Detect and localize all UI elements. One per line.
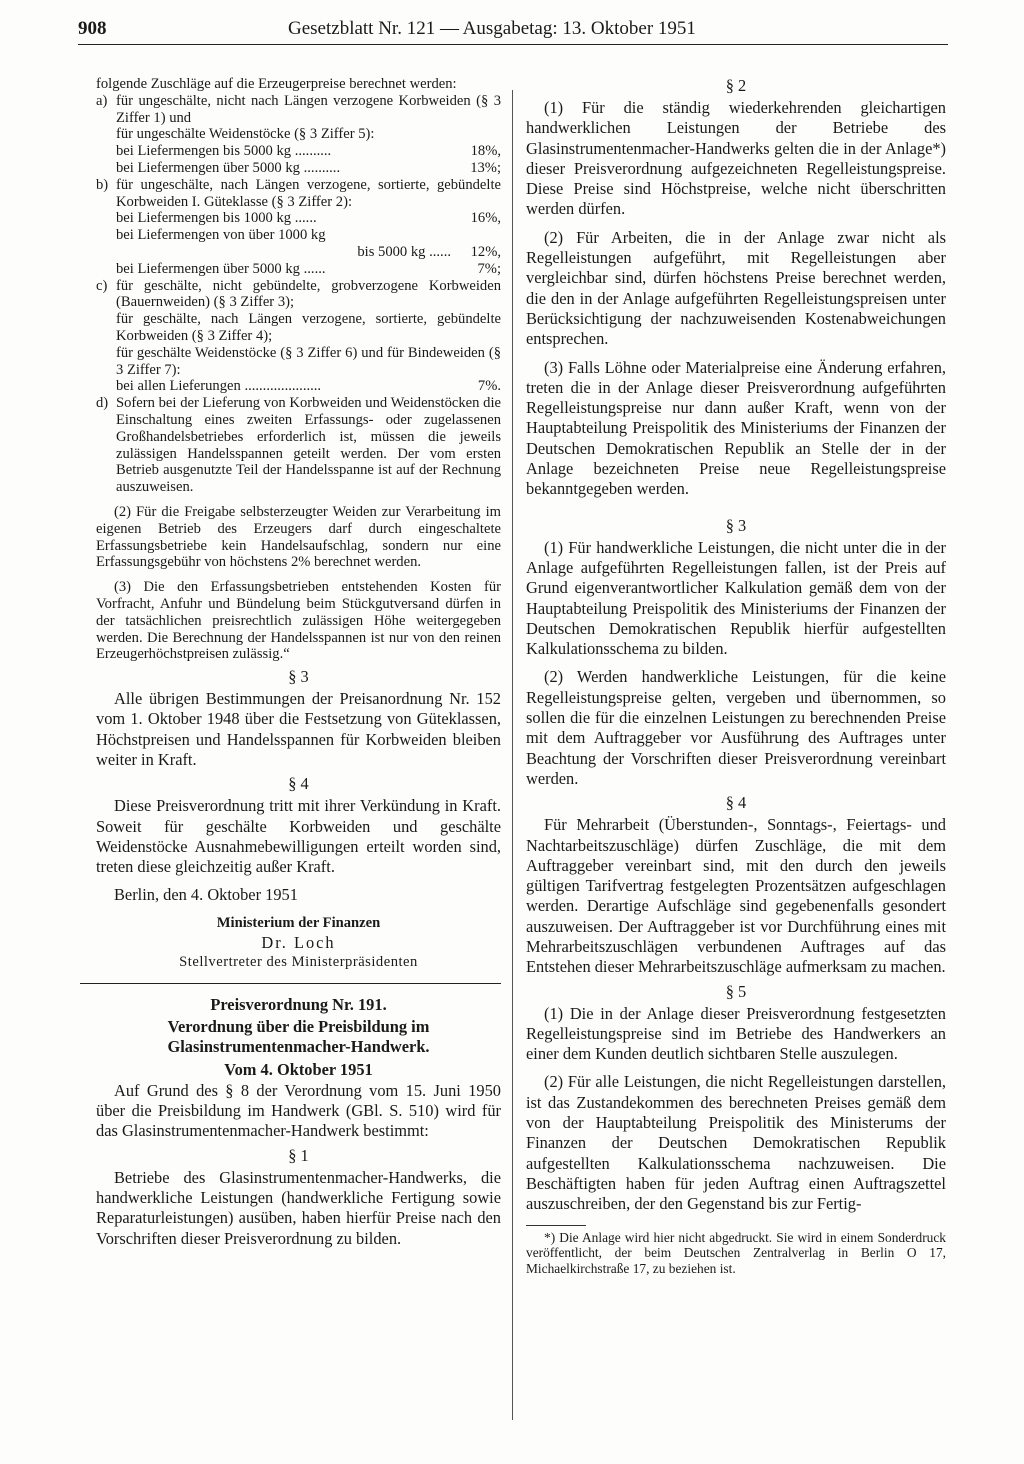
intro-text: folgende Zuschläge auf die Erzeugerpreise berechnet werden: bbox=[96, 76, 457, 92]
section-heading: § 4 bbox=[288, 774, 309, 794]
item-text: für geschälte, nicht gebündelte, grobverzogene Korbweiden (Bauernweiden) (§ 3 Ziffer 3); bbox=[116, 277, 501, 311]
section-paragraph: (2) Werden handwerkliche Leistungen, für die keine Regelleistungspreise gelten, vergeben und übernommen, so sollen die für die einzelnen Leistungen zu berechnenden Preise mit dem Auftraggeber vor Ausführung des Auftrages unter Beachtung der Vorschriften dieser Preisverordnung vereinbart werden. bbox=[526, 667, 946, 788]
page-number: 908 bbox=[78, 18, 107, 39]
list-item-c bbox=[96, 278, 501, 396]
section-heading: § 4 bbox=[725, 793, 747, 813]
section-heading: § 1 bbox=[288, 1145, 309, 1165]
section-heading: § 5 bbox=[725, 981, 747, 1001]
item-text: für geschälte Weidenstöcke (§ 3 Ziffer 6) und für Bindeweiden (§ 3 Ziffer 7): bbox=[116, 344, 501, 378]
section-divider bbox=[80, 983, 501, 984]
right-column bbox=[526, 72, 946, 1276]
section-heading: § 3 bbox=[288, 667, 309, 687]
list-item-a bbox=[96, 93, 501, 177]
section-paragraph: Für Mehrarbeit (Überstunden-, Sonntags-, Feiertags- und Nachtarbeitszuschläge) dürfen Zuschläge, die mit dem Auftraggeber vereinbart sind, mit den durch den jeweils gültigen Tarifvertrag festgelegten Prozentsätzen aufgeschlagen werden. Derartige Aufschläge sind gegebenenfalls gesondert auszuweisen. Der Auftraggeber ist vor Durchführung eines mit Mehrarbeitszuschlägen verbundenen Auftrages auf das Entstehen dieser Mehrarbeitszuschläge aufmerksam zu machen. bbox=[526, 815, 946, 977]
place-date: Berlin, den 4. Oktober 1951 bbox=[114, 885, 298, 905]
rate-label: bei allen Lieferungen ..................... bbox=[116, 378, 322, 395]
rate-value: 13%; bbox=[470, 159, 501, 176]
list-item-d bbox=[96, 395, 501, 496]
rate-label: bei Liefermengen über 5000 kg .......... bbox=[116, 159, 341, 176]
item-text: für ungeschälte, nicht nach Längen verzogene Korbweiden (§ 3 Ziffer 1) und bbox=[116, 92, 501, 126]
page-header bbox=[78, 18, 948, 45]
section-paragraph: (2) Für alle Leistungen, die nicht Regelleistungen darstellen, ist das Zustandekommen des berechneten Preises gemäß dem von der Hauptabteilung Preispolitik des Ministerums der Finanzen der Deutschen Demokratischen Republik aufgestellten Kalkulationsschema nachzuweisen. Die Beschäftigten haben für jeden Auftrag einen Auftragszettel auszuschreiben, der den Gegenstand bis zur Fertig- bbox=[526, 1072, 946, 1214]
rate-row bbox=[116, 378, 501, 395]
rate-label: bei Liefermengen bis 1000 kg ...... bbox=[116, 210, 317, 227]
section-paragraph: (2) Für Arbeiten, die in der Anlage zwar nicht als Regelleistungen aufgeführt, mit Regelleistungen aber vergleichbar sind, dürfen höchstens Preise berechnet werden, die den in der Anlage aufgeführten Regelleistungspreisen unter Berücksichtigung der nachzuweisenden Kostenabweichungen entsprechen. bbox=[526, 227, 946, 349]
footnote: *) Die Anlage wird hier nicht abgedruckt. Sie wird in einem Sonderdruck veröffentlicht, der beim Deutschen Zentralverlag in Berlin O 17, Michaelkirchstraße 17, zu beziehen ist. bbox=[526, 1229, 946, 1276]
ordinance-subtitle: Verordnung über die Preisbildung im Glasinstrumentenmacher-Handwerk. bbox=[167, 1016, 430, 1056]
header-title: Gesetzblatt Nr. 121 — Ausgabetag: 13. Oktober 1951 bbox=[288, 18, 696, 39]
section-text: Betriebe des Glasinstrumentenmacher-Handwerks, die handwerkliche Leistungen (handwerkliche Fertigung sowie Reparaturleistungen) ausüben, haben hierfür Preise nach den Vorschriften dieser Preisverordnung zu bilden. bbox=[96, 1167, 501, 1248]
item-letter: b) bbox=[96, 176, 109, 193]
section-heading: § 2 bbox=[725, 76, 747, 95]
rate-value: 16%, bbox=[470, 210, 501, 227]
item-text: für geschälte, nach Längen verzogene, sortierte, gebündelte Korbweiden (§ 3 Ziffer 4); bbox=[116, 311, 501, 344]
rate-value: 7%. bbox=[477, 378, 501, 395]
ordinance-date: Vom 4. Oktober 1951 bbox=[224, 1059, 373, 1079]
rate-row bbox=[116, 143, 501, 160]
section-paragraph: (1) Für handwerkliche Leistungen, die nicht unter die in der Anlage aufgeführten Regelleistungen fallen, ist der Preis auf Grund eigenverantwortlicher Kalkulation gemäß dem von der Hauptabteilung Preispolitik des Ministeriums der Finanzen der Deutschen Demokratischen Republik hierfür aufgestellten Kalkulationsschema zu bilden. bbox=[526, 537, 946, 659]
column-divider bbox=[512, 90, 513, 1420]
section-paragraph: (1) Die in der Anlage dieser Preisverordnung festgesetzten Regelleistungspreise sind im Betriebe des Handwerkers an einer dem Kunden deutlich sichtbaren Stelle auszulegen. bbox=[526, 1003, 946, 1064]
left-column bbox=[96, 76, 501, 1249]
ordinance-title: Preisverordnung Nr. 191. bbox=[210, 994, 387, 1014]
rate-row bbox=[116, 227, 501, 244]
rate-row bbox=[116, 261, 501, 278]
item-text: für ungeschälte, nach Längen verzogene, sortierte, gebündelte Korbweiden I. Güteklasse (§ 3 Ziffer 2): bbox=[116, 176, 501, 210]
rate-label: bis 5000 kg ...... bbox=[357, 243, 451, 260]
ministry-name: Ministerium der Finanzen bbox=[216, 914, 381, 931]
paragraph-3: (3) Die den Erfassungsbetrieben entstehenden Kosten für Vorfracht, Anfuhr und Bündelung beim Stückgutversand dürfen in der tatsächlichen preisrechtlich zulässigen Höhe weitergegeben werden. Die Berechnung der Handelsspannen ist nur von den reinen Erzeugerhöchstpreisen zulässig.“ bbox=[96, 579, 501, 663]
rate-row bbox=[116, 244, 501, 261]
rate-row bbox=[116, 210, 501, 227]
section-paragraph: (1) Für die ständig wiederkehrenden gleichartigen handwerklichen Leistungen der Betriebe des Glasinstrumentenmacher-Handwerks gelten die in der Anlage*) dieser Preisverordnung aufgezeichneten Regelleistungspreise. Diese Preise sind Höchstpreise, welche nicht überschritten werden dürfen. bbox=[526, 98, 946, 219]
item-letter: a) bbox=[96, 92, 108, 109]
section-text: Alle übrigen Bestimmungen der Preisanordnung Nr. 152 vom 1. Oktober 1948 über die Festsetzung von Güteklassen, Höchstpreisen und Handelsspannen für Korbweiden bleiben weiter in Kraft. bbox=[96, 689, 501, 769]
item-letter: c) bbox=[96, 277, 108, 294]
footnote-rule bbox=[526, 1225, 586, 1226]
signer-name: Dr. Loch bbox=[261, 932, 336, 952]
list-item-b bbox=[96, 177, 501, 278]
rate-row bbox=[116, 160, 501, 177]
rate-label: bei Liefermengen über 5000 kg ...... bbox=[116, 260, 326, 277]
paragraph-2: (2) Für die Freigabe selbsterzeugter Weiden zur Verarbeitung im eigenen Betrieb des Erzeugers darf durch eingeschaltete Erfassungsbetriebe kein Handelsaufschlag, sondern nur eine Erfassungsgebühr von höchstens 2% berechnet werden. bbox=[96, 503, 501, 571]
section-paragraph: (3) Falls Löhne oder Materialpreise eine Änderung erfahren, treten die in der Anlage dieser Preisverordnung aufgeführten Regelleistungspreise nur dann außer Kraft, wenn von der Hauptabteilung Preispolitik des Ministeriums der Finanzen der Deutschen Demokratischen Republik an Stelle der in der Anlage bezeichneten Preise neue Regelleistungspreise bekanntgegeben werden. bbox=[526, 357, 946, 499]
section-heading: § 3 bbox=[725, 515, 747, 535]
item-text: für ungeschälte Weidenstöcke (§ 3 Ziffer 5): bbox=[116, 126, 375, 143]
ordinance-intro: Auf Grund des § 8 der Verordnung vom 15. Juni 1950 über die Preisbildung im Handwerk (GBl. S. 510) wird für das Glasinstrumentenmacher-Handwerk bestimmt: bbox=[96, 1080, 501, 1141]
section-text: Diese Preisverordnung tritt mit ihrer Verkündung in Kraft. Soweit für geschälte Korbweiden und geschälte Weidenstöcke Ausnahmebewilligungen erteilt worden sind, treten diese gleichzeitig außer Kraft. bbox=[96, 796, 501, 877]
rate-value: 18%, bbox=[470, 143, 501, 160]
rate-value: 12%, bbox=[470, 243, 501, 260]
rate-label: bei Liefermengen von über 1000 kg bbox=[116, 227, 326, 244]
signer-role: Stellvertreter des Ministerpräsidenten bbox=[179, 953, 418, 970]
rate-label: bei Liefermengen bis 5000 kg .......... bbox=[116, 143, 332, 160]
rate-value: 7%; bbox=[477, 260, 501, 277]
item-text: Sofern bei der Lieferung von Korbweiden und Weidenstöcken die Einschaltung eines zweiten Erfassungs- oder zugelassenen Großhandelsbetriebes erforderlich ist, müssen die jeweils zulässigen Handelsspannen geteilt werden. Der vom ersten Betrieb ausgenutzte Teil der Handelsspanne ist auf der Rechnung auszuweisen. bbox=[116, 395, 501, 496]
item-letter: d) bbox=[96, 395, 109, 412]
